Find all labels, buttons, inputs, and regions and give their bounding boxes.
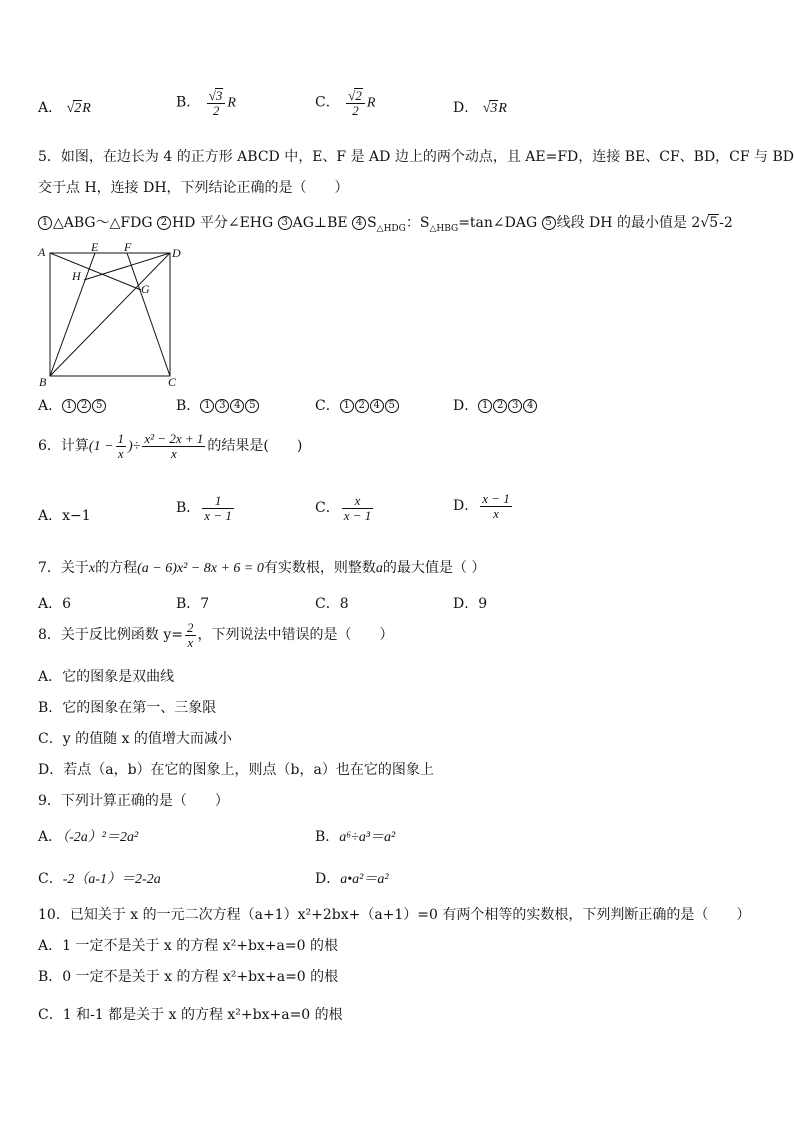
circle-3-icon: 3	[278, 216, 292, 230]
q9-option-b: B．a⁶÷a³＝a²	[315, 829, 396, 845]
q4-option-d: D． √3R	[453, 100, 507, 116]
label-b: B	[39, 375, 47, 389]
q9-option-d: D．a•a²＝a²	[315, 871, 389, 887]
q4-option-b: B． $\frac{√3}{2}$ R	[176, 88, 236, 118]
q7-option-a: A．6	[38, 596, 72, 612]
q8-option-c: C．y 的值随 x 的值增大而减小	[38, 731, 232, 747]
q5-statements: 1 △ABG～△FDG 2 HD 平分∠EHG 3 AG⊥BE 4 $S_{\triangle HDG}$：$S_{\triangle HBG}=\tan\angle DAG$ 5 线段 DH 的最小值是 2√5-2	[38, 212, 733, 234]
q6-option-a: A．x−1	[38, 508, 91, 524]
q5-option-a: A． 1 2 5	[38, 395, 107, 415]
q6-stem: 6．计算(1 − $\frac{1}{x}$ )÷ $\frac{\text{x² − 2x + 1}}{x}$ 的结果是( )	[38, 431, 303, 461]
label-a: A	[38, 245, 46, 259]
circle-5-icon: 5	[542, 216, 556, 230]
q7-option-d: D．9	[453, 596, 488, 612]
circle-4-icon: 4	[352, 216, 366, 230]
q10-option-a: A．1 一定不是关于 x 的方程 x²+bx+a=0 的根	[38, 938, 338, 954]
label-g: G	[141, 282, 150, 296]
q7-option-c: C．8	[315, 596, 349, 612]
q9-option-c: C．-2（a-1）＝2-2a	[38, 871, 161, 887]
q9-option-a: A．（-2a）²＝2a²	[38, 829, 139, 845]
q6-option-c: C． $\frac{x}{x - 1}$	[315, 493, 372, 523]
q8-option-d: D．若点（a，b）在它的图象上，则点（b，a）也在它的图象上	[38, 762, 434, 778]
q5-stem-line2: 交于点 H，连接 DH，下列结论正确的是（ ）	[38, 180, 349, 196]
segment-ag	[50, 253, 141, 290]
q8-option-b: B．它的图象在第一、三象限	[38, 700, 217, 716]
q5-option-c: C． 1 2 4 5	[315, 395, 400, 415]
q7-stem: 7．关于x的方程(a − 6)x² − 8x + 6 = 0有实数根，则整数a的最大值是（ ）	[38, 560, 486, 576]
q6-option-b: B． $\frac{1}{x - 1}$	[176, 493, 232, 523]
label-d: D	[172, 246, 181, 260]
q8-stem: 8．关于反比例函数 y= $\frac{2}{x}$ ，下列说法中错误的是（ ）	[38, 620, 394, 650]
q5-square-figure	[36, 240, 186, 390]
label-h: H	[72, 269, 81, 283]
circle-1-icon: 1	[38, 216, 52, 230]
q9-stem: 9．下列计算正确的是（ ）	[38, 793, 229, 809]
q10-option-b: B．0 一定不是关于 x 的方程 x²+bx+a=0 的根	[38, 969, 339, 985]
q10-stem: 10．已知关于 x 的一元二次方程（a+1）x²+2bx+（a+1）=0 有两个相等的实数根，下列判断正确的是（ ）	[38, 907, 751, 923]
label-c: C	[168, 375, 177, 389]
segment-cf	[127, 253, 170, 376]
q7-option-b: B．7	[176, 596, 210, 612]
q4-option-c: C． $\frac{√2}{2}$ R	[315, 88, 376, 118]
label-f: F	[124, 240, 132, 254]
q6-option-d: D． $\frac{x - 1}{x}$	[453, 491, 510, 521]
q5-option-d: D． 1 2 3 4	[453, 395, 538, 415]
label-e: E	[91, 240, 99, 254]
q5-option-b: B． 1 3 4 5	[176, 395, 260, 415]
q4-option-a: A． √2R	[38, 100, 91, 116]
q5-stem-line1: 5．如图，在边长为 4 的正方形 ABCD 中，E、F 是 AD 边上的两个动点，且 AE=FD，连接 BE、CF、BD，CF 与 BD	[38, 149, 794, 165]
circle-2-icon: 2	[157, 216, 171, 230]
q8-option-a: A．它的图象是双曲线	[38, 669, 175, 685]
q10-option-c: C．1 和-1 都是关于 x 的方程 x²+bx+a=0 的根	[38, 1007, 343, 1023]
